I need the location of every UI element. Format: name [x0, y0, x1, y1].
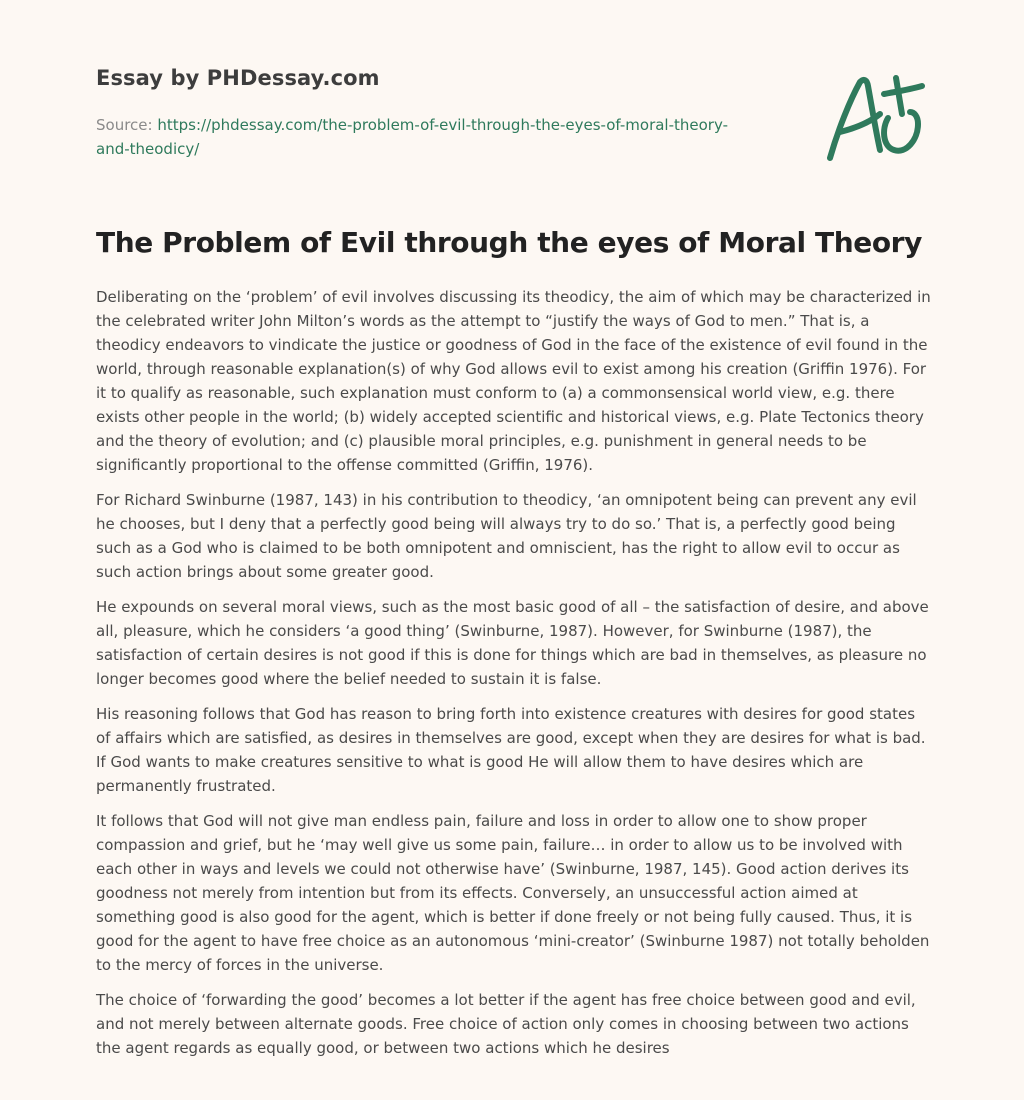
source-link[interactable]: https://phdessay.com/the-problem-of-evil-through-the-eyes-of-moral-theory-and-theodicy/ — [96, 116, 728, 158]
paragraph: It follows that God will not give man endless pain, failure and loss in order to allow one to show proper compassion and grief, but he ‘may well give us some pain, failure… in order to allow us to be involved with each other in ways and levels we could not otherwise have’ (Swinburne, 1987, 145). Good action derives its goodness not merely from intention but from its effects. Conversely, an unsuccessful action aimed at something good is also good for the agent, which is better if done freely or not being fully caused. Thus, it is good for the agent to have free choice as an autonomous ‘mini-creator’ (Swinburne 1987) not totally beholden to the mercy of forces in the universe. — [96, 812, 930, 974]
essay-title: The Problem of Evil through the eyes of Moral Theory — [96, 226, 922, 259]
essay-body — [96, 285, 931, 1071]
site-title: Essay by PHDessay.com — [96, 66, 380, 90]
a-plus-logo-icon — [822, 70, 932, 165]
paragraph: Deliberating on the ‘problem’ of evil involves discussing its theodicy, the aim of which may be characterized in the celebrated writer John Milton’s words as the attempt to “justify the ways of God to men.” That is, a theodicy endeavors to vindicate the justice or goodness of God in the face of the existence of evil found in the world, through reasonable explanation(s) of why God allows evil to exist among his creation (Griffin 1976). For it to qualify as reasonable, such explanation must conform to (a) a commonsensical world view, e.g. there exists other people in the world; (b) widely accepted scientific and historical views, e.g. Plate Tectonics theory and the theory of evolution; and (c) plausible moral principles, e.g. punishment in general needs to be significantly proportional to the offense committed (Griffin, 1976). — [96, 288, 931, 474]
source-line — [96, 113, 756, 161]
paragraph: His reasoning follows that God has reason to bring forth into existence creatures with desires for good states of affairs which are satisfied, as desires in themselves are good, except when they are desires for what is bad. If God wants to make creatures sensitive to what is good He will allow them to have desires which are permanently frustrated. — [96, 705, 926, 795]
source-label: Source: — [96, 116, 153, 134]
paragraph: He expounds on several moral views, such as the most basic good of all – the satisfaction of desire, and above all, pleasure, which he considers ‘a good thing’ (Swinburne, 1987). However, for Swinburne (1987), the satisfaction of certain desires is not good if this is done for things which are bad in themselves, as pleasure no longer becomes good where the belief needed to sustain it is false. — [96, 598, 929, 688]
paragraph: For Richard Swinburne (1987, 143) in his contribution to theodicy, ‘an omnipotent being can prevent any evil he chooses, but I deny that a perfectly good being will always try to do so.’ That is, a perfectly good being such as a God who is claimed to be both omnipotent and omniscient, has the right to allow evil to occur as such action brings about some greater good. — [96, 491, 917, 581]
paragraph: The choice of ‘forwarding the good’ becomes a lot better if the agent has free choice between good and evil, and not merely between alternate goods. Free choice of action only comes in choosing between two actions the agent regards as equally good, or between two actions which he desires — [96, 991, 916, 1057]
